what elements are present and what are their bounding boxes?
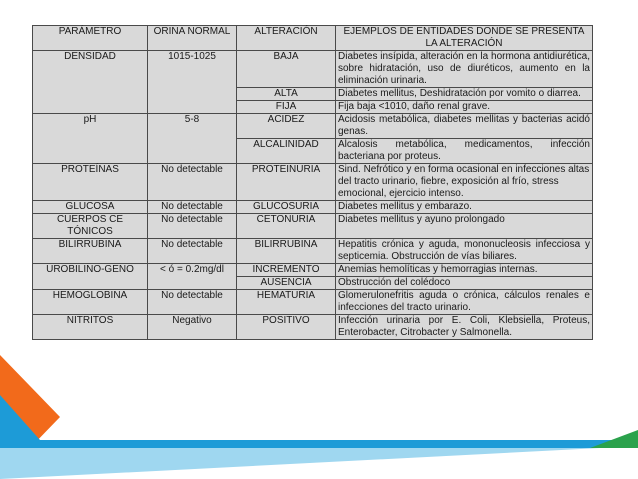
decor-green-triangle (590, 430, 638, 448)
cell-orina: 5-8 (148, 114, 237, 164)
cell-orina: No detectable (148, 164, 237, 201)
cell-param: HEMOGLOBINA (33, 290, 148, 315)
cell-ejemplos: Fija baja <1010, daño renal grave. (336, 101, 593, 114)
table-row (33, 315, 593, 340)
cell-ejemplos: Hepatitis crónica y aguda, mononucleosis infecciosa y septicemia. Obstrucción de vías biliares. (336, 239, 593, 264)
decor-blue-triangle (0, 395, 40, 440)
cell-orina: No detectable (148, 239, 237, 264)
table-row (33, 264, 593, 277)
table-row (33, 201, 593, 214)
cell-ejemplos: Infección urinaria por E. Coli, Klebsiella, Proteus, Enterobacter, Citrobacter y Salmonella. (336, 315, 593, 340)
cell-alteracion: HEMATURIA (237, 290, 336, 315)
cell-param: GLUCOSA (33, 201, 148, 214)
table-header-row (33, 26, 593, 51)
cell-ejemplos: Acidosis metabólica, diabetes mellitas y bacterias acidó genas. (336, 114, 593, 139)
cell-alteracion: AUSENCIA (237, 277, 336, 290)
cell-orina: Negativo (148, 315, 237, 340)
cell-param: CUERPOS CE TÓNICOS (33, 214, 148, 239)
table-row (33, 51, 593, 88)
decor-blue-band (0, 440, 638, 448)
cell-ejemplos: Glomerulonefritis aguda o crónica, cálculos renales e infecciones del tracto urinario. (336, 290, 593, 315)
cell-alteracion: BILIRRUBINA (237, 239, 336, 264)
cell-orina: 1015-1025 (148, 51, 237, 114)
header-alteracion: ALTERACIÓN (237, 26, 336, 51)
decor-light-blue-triangle (0, 448, 600, 479)
table-row (33, 239, 593, 264)
cell-ejemplos: Sind. Nefrótico y en forma ocasional en infecciones altas del tracto urinario, fiebre, exposición al frío, stress emocional, ejercicio intenso. (336, 164, 593, 201)
cell-alteracion: ACIDEZ (237, 114, 336, 139)
table-row (33, 214, 593, 239)
cell-param: BILIRRUBINA (33, 239, 148, 264)
cell-param: DENSIDAD (33, 51, 148, 114)
cell-alteracion: POSITIVO (237, 315, 336, 340)
table-row (33, 290, 593, 315)
cell-alteracion: CETONURIA (237, 214, 336, 239)
table-row (33, 114, 593, 139)
cell-ejemplos: Obstrucción del colédoco (336, 277, 593, 290)
cell-orina: No detectable (148, 290, 237, 315)
cell-ejemplos: Alcalosis metabólica, medicamentos, infección bacteriana por proteus. (336, 139, 593, 164)
header-orina-normal: ORINA NORMAL (148, 26, 237, 51)
cell-param: UROBILINO-GENO (33, 264, 148, 290)
urinalysis-table (32, 25, 593, 340)
cell-alteracion: ALTA (237, 88, 336, 101)
cell-ejemplos: Diabetes mellitus, Deshidratación por vomito o diarrea. (336, 88, 593, 101)
cell-ejemplos: Anemias hemolíticas y hemorragias internas. (336, 264, 593, 277)
cell-param: NITRITOS (33, 315, 148, 340)
header-parametro: PARÁMETRO (33, 26, 148, 51)
table-row (33, 164, 593, 201)
header-ejemplos: EJEMPLOS DE ENTIDADES DONDE SE PRESENTA LA ALTERACIÓN (336, 26, 593, 51)
cell-orina: No detectable (148, 214, 237, 239)
cell-ejemplos: Diabetes mellitus y embarazo. (336, 201, 593, 214)
cell-alteracion: INCREMENTO (237, 264, 336, 277)
cell-alteracion: PROTEINURIA (237, 164, 336, 201)
cell-ejemplos: Diabetes insípida, alteración en la hormona antidiurética, sobre hidratación, uso de diuréticos, aumento en la eliminación urinaria. (336, 51, 593, 88)
cell-alteracion: GLUCOSURIA (237, 201, 336, 214)
cell-orina: No detectable (148, 201, 237, 214)
cell-alteracion: BAJA (237, 51, 336, 88)
cell-alteracion: FIJA (237, 101, 336, 114)
cell-param: PROTEÍNAS (33, 164, 148, 201)
cell-param: pH (33, 114, 148, 164)
cell-alteracion: ALCALINIDAD (237, 139, 336, 164)
cell-orina: < ó = 0.2mg/dl (148, 264, 237, 290)
cell-ejemplos: Diabetes mellitus y ayuno prolongado (336, 214, 593, 239)
